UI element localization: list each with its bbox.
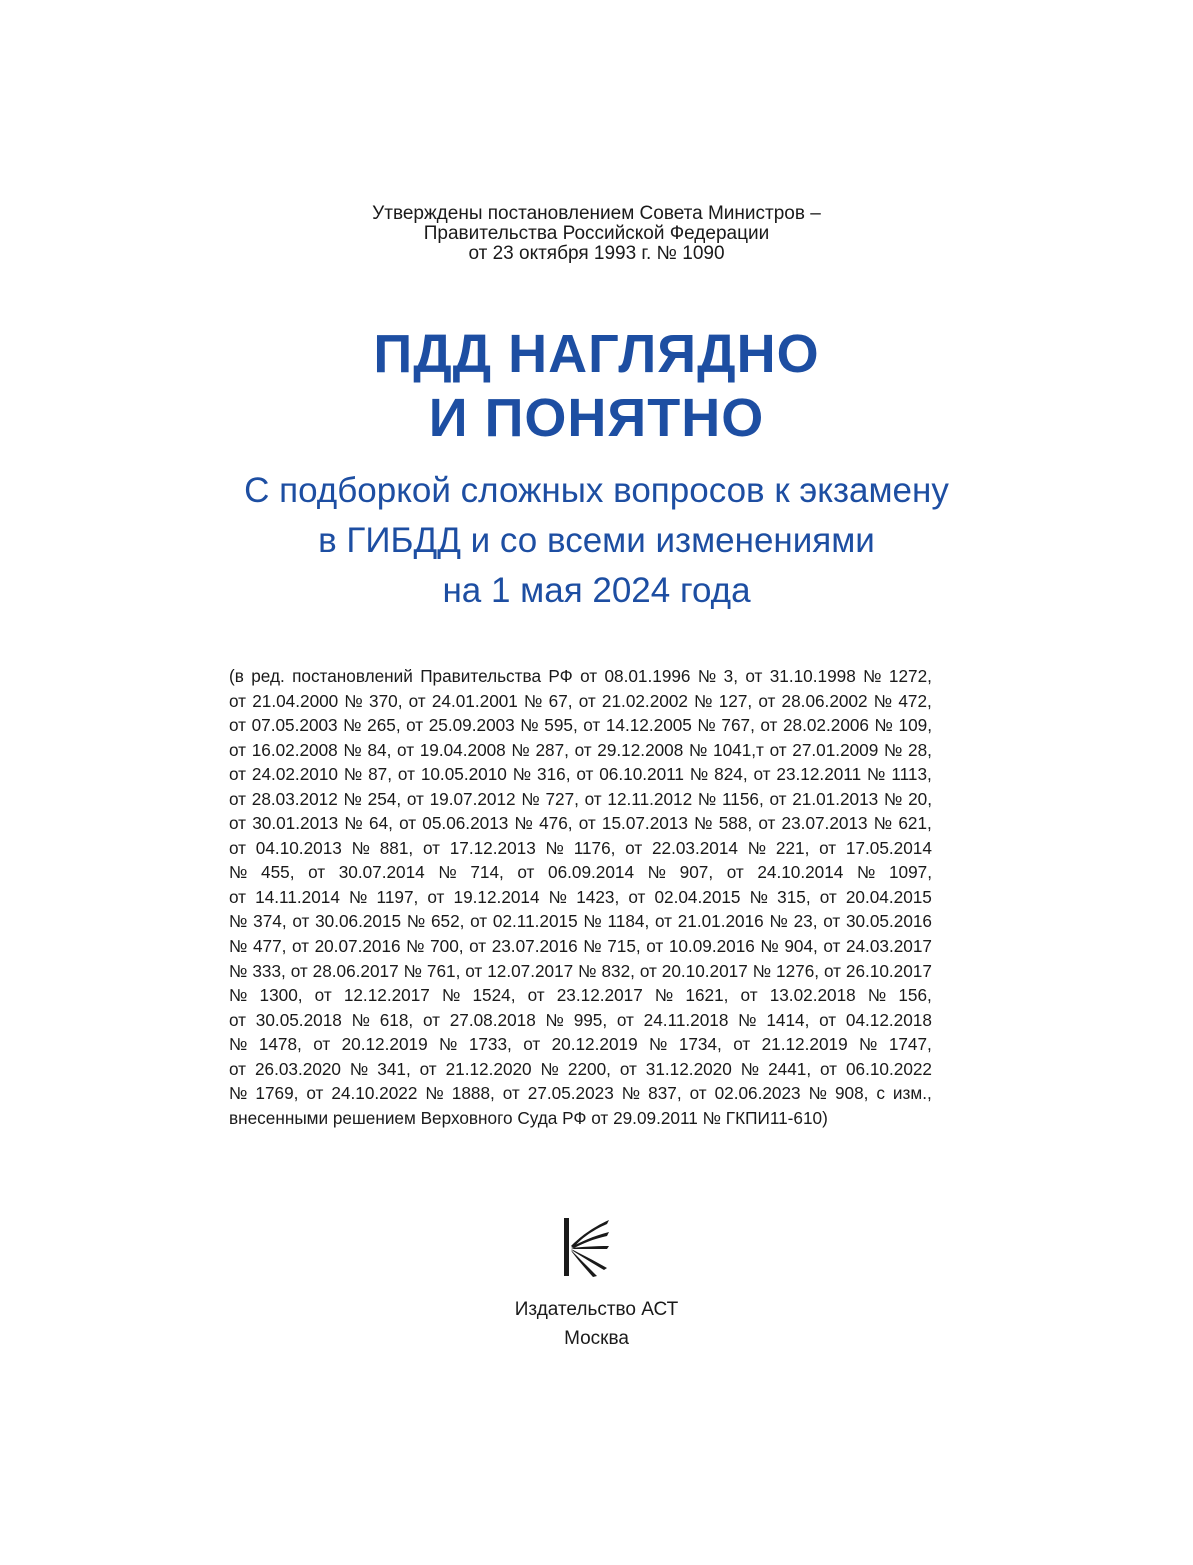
amendment-line: № 1769, от 24.10.2022 № 1888, от 27.05.2023 № 837, от 02.06.2023 № 908, с изм.,: [229, 1083, 932, 1104]
amendments-list: [229, 664, 932, 1130]
amendment-line: от 16.02.2008 № 84, от 19.04.2008 № 287, от 29.12.2008 № 1041,т от 27.01.2009 № 28,: [229, 739, 932, 760]
publisher-city: Москва: [564, 1328, 629, 1349]
amendment-line: № 455, от 30.07.2014 № 714, от 06.09.2014 № 907, от 24.10.2014 № 1097,: [229, 862, 932, 883]
book-subtitle-line: на 1 мая 2024 года: [442, 571, 751, 610]
approval-line: Утверждены постановлением Совета Министров –: [372, 203, 821, 224]
approval-line: Правительства Российской Федерации: [423, 223, 770, 244]
approval-line: от 23 октября 1993 г. № 1090: [468, 243, 725, 264]
amendment-line: от 21.04.2000 № 370, от 24.01.2001 № 67, от 21.02.2002 № 127, от 28.06.2002 № 472,: [229, 690, 932, 711]
ast-publisher-logo-icon: [561, 1216, 613, 1280]
publisher-name: Издательство АСТ: [514, 1299, 679, 1320]
publisher-info: [0, 1295, 1193, 1353]
amendment-line: № 477, от 20.07.2016 № 700, от 23.07.2016 № 715, от 10.09.2016 № 904, от 24.03.2017: [229, 936, 932, 957]
amendment-line: от 28.03.2012 № 254, от 19.07.2012 № 727, от 12.11.2012 № 1156, от 21.01.2013 № 20,: [229, 788, 932, 809]
book-title-line: ПДД НАГЛЯДНО: [373, 324, 820, 384]
amendment-line: № 374, от 30.06.2015 № 652, от 02.11.2015 № 1184, от 21.01.2016 № 23, от 30.05.2016: [229, 911, 932, 932]
approval-note: [0, 204, 1193, 264]
amendment-line: от 30.01.2013 № 64, от 05.06.2013 № 476, от 15.07.2013 № 588, от 23.07.2013 № 621,: [229, 813, 932, 834]
book-subtitle-line: С подборкой сложных вопросов к экзамену: [244, 471, 949, 510]
amendment-line: от 14.11.2014 № 1197, от 19.12.2014 № 1423, от 02.04.2015 № 315, от 20.04.2015: [229, 886, 932, 907]
amendment-line: № 1478, от 20.12.2019 № 1733, от 20.12.2019 № 1734, от 21.12.2019 № 1747,: [229, 1034, 932, 1055]
amendment-line: внесенными решением Верховного Суда РФ от 29.09.2011 № ГКПИ11-610): [229, 1107, 828, 1128]
amendment-line: от 26.03.2020 № 341, от 21.12.2020 № 2200, от 31.12.2020 № 2441, от 06.10.2022: [229, 1058, 932, 1079]
amendment-line: от 07.05.2003 № 265, от 25.09.2003 № 595, от 14.12.2005 № 767, от 28.02.2006 № 109,: [229, 715, 932, 736]
amendment-line: от 24.02.2010 № 87, от 10.05.2010 № 316, от 06.10.2011 № 824, от 23.12.2011 № 1113,: [229, 764, 932, 785]
book-subtitle: [0, 466, 1193, 616]
book-title: [0, 322, 1193, 450]
amendment-line: № 333, от 28.06.2017 № 761, от 12.07.2017 № 832, от 20.10.2017 № 1276, от 26.10.2017: [229, 960, 932, 981]
amendment-line: от 04.10.2013 № 881, от 17.12.2013 № 1176, от 22.03.2014 № 221, от 17.05.2014: [229, 837, 932, 858]
amendment-line: от 30.05.2018 № 618, от 27.08.2018 № 995, от 24.11.2018 № 1414, от 04.12.2018: [229, 1009, 932, 1030]
book-subtitle-line: в ГИБДД и со всеми изменениями: [318, 521, 875, 560]
amendment-line: № 1300, от 12.12.2017 № 1524, от 23.12.2017 № 1621, от 13.02.2018 № 156,: [229, 985, 932, 1006]
amendment-line: (в ред. постановлений Правительства РФ от 08.01.1996 № 3, от 31.10.1998 № 1272,: [229, 666, 932, 686]
book-title-line: И ПОНЯТНО: [428, 388, 765, 448]
